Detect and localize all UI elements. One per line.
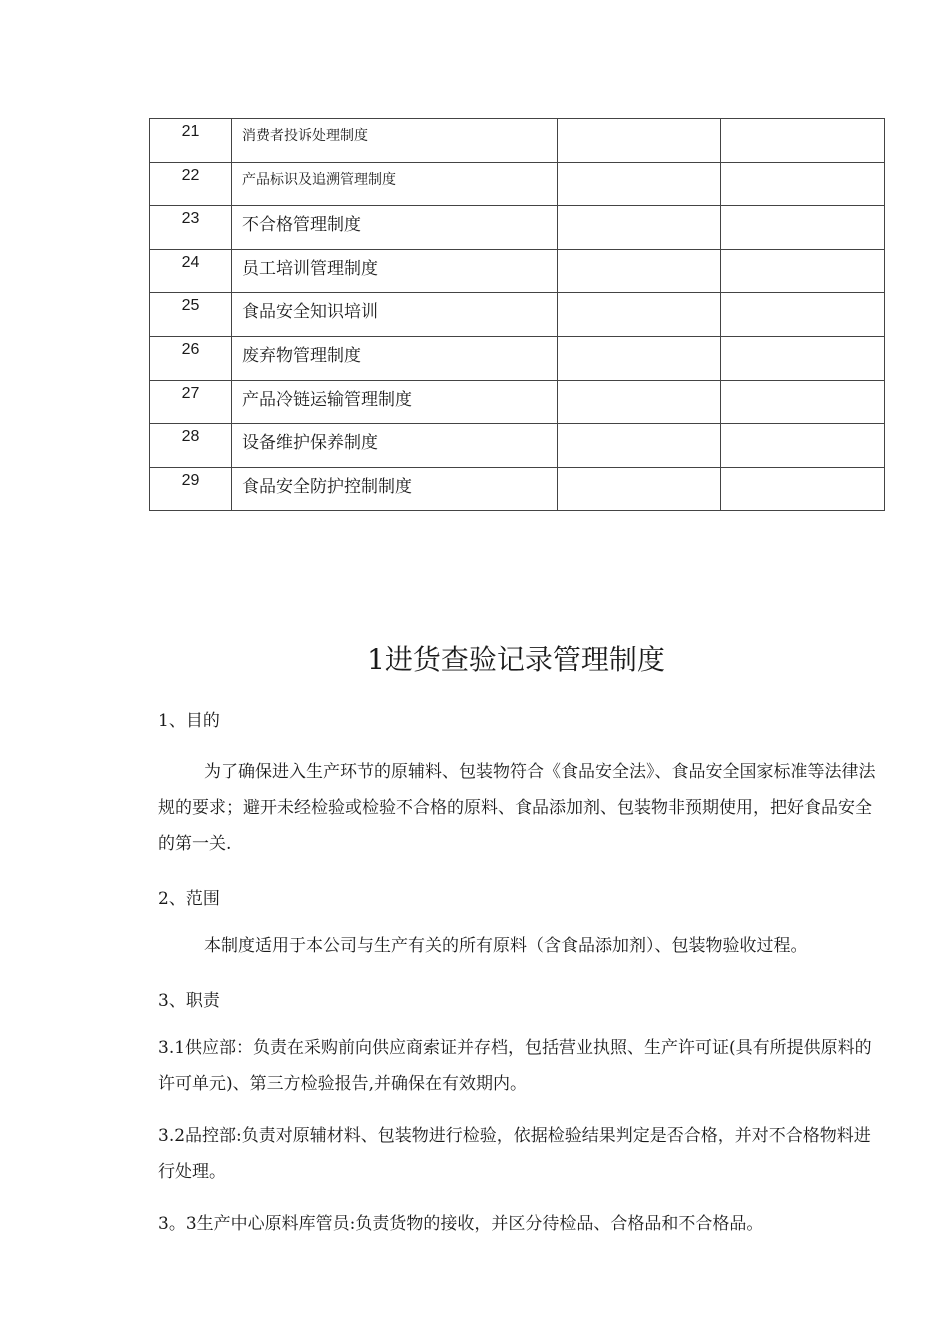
regulations-table [149,118,885,511]
table-row [150,424,885,468]
row-number: 23 [150,206,232,250]
regulation-name: 废弃物管理制度 [232,336,558,380]
row-number: 28 [150,424,232,468]
empty-cell [721,119,885,163]
table-row [150,293,885,337]
regulation-name: 食品安全防护控制制度 [232,467,558,511]
empty-cell [721,467,885,511]
duty-supply-dept: 3.1供应部：负责在采购前向供应商索证并存档，包括营业执照、生产许可证(具有所提供原料的许可单元)、第三方检验报告,并确保在有效期内。 [158,1038,872,1094]
table-row [150,206,885,250]
empty-cell [558,380,721,424]
empty-cell [558,206,721,250]
row-number: 25 [150,293,232,337]
empty-cell [558,162,721,206]
section-purpose-body: 为了确保进入生产环节的原辅料、包装物符合《食品安全法》、食品安全国家标准等法律法规的要求；避开未经检验或检验不合格的原料、食品添加剂、包装物非预期使用，把好食品安全的第一关. [158,762,876,854]
table-row [150,249,885,293]
table-body [150,119,885,511]
empty-cell [558,336,721,380]
regulation-name: 消费者投诉处理制度 [232,119,558,163]
empty-cell [721,162,885,206]
table-row [150,467,885,511]
empty-cell [558,293,721,337]
section-scope-body: 本制度适用于本公司与生产有关的所有原料（含食品添加剂）、包装物验收过程。 [204,936,808,956]
row-number: 26 [150,336,232,380]
empty-cell [558,424,721,468]
empty-cell [721,293,885,337]
duty-quality-dept: 3.2品控部:负责对原辅材料、包装物进行检验，依据检验结果判定是否合格，并对不合格物料进行处理。 [158,1126,871,1182]
regulation-name: 设备维护保养制度 [232,424,558,468]
empty-cell [721,206,885,250]
document-title: 1进货查验记录管理制度 [367,643,665,676]
section-duties-heading: 3、职责 [158,991,220,1011]
regulation-name: 产品标识及追溯管理制度 [232,162,558,206]
duty-warehouse-keeper: 3。3生产中心原料库管员:负责货物的接收，并区分待检品、合格品和不合格品。 [158,1214,764,1234]
empty-cell [721,249,885,293]
regulation-name: 员工培训管理制度 [232,249,558,293]
table-row [150,336,885,380]
empty-cell [558,119,721,163]
table-row [150,380,885,424]
empty-cell [558,467,721,511]
section-purpose-heading: 1、目的 [158,711,220,731]
empty-cell [721,336,885,380]
regulation-name: 不合格管理制度 [232,206,558,250]
empty-cell [721,380,885,424]
row-number: 22 [150,162,232,206]
table-row [150,119,885,163]
regulation-name: 食品安全知识培训 [232,293,558,337]
row-number: 29 [150,467,232,511]
regulation-name: 产品冷链运输管理制度 [232,380,558,424]
table-row [150,162,885,206]
row-number: 24 [150,249,232,293]
section-scope-heading: 2、范围 [158,889,220,909]
empty-cell [558,249,721,293]
row-number: 27 [150,380,232,424]
empty-cell [721,424,885,468]
row-number: 21 [150,119,232,163]
